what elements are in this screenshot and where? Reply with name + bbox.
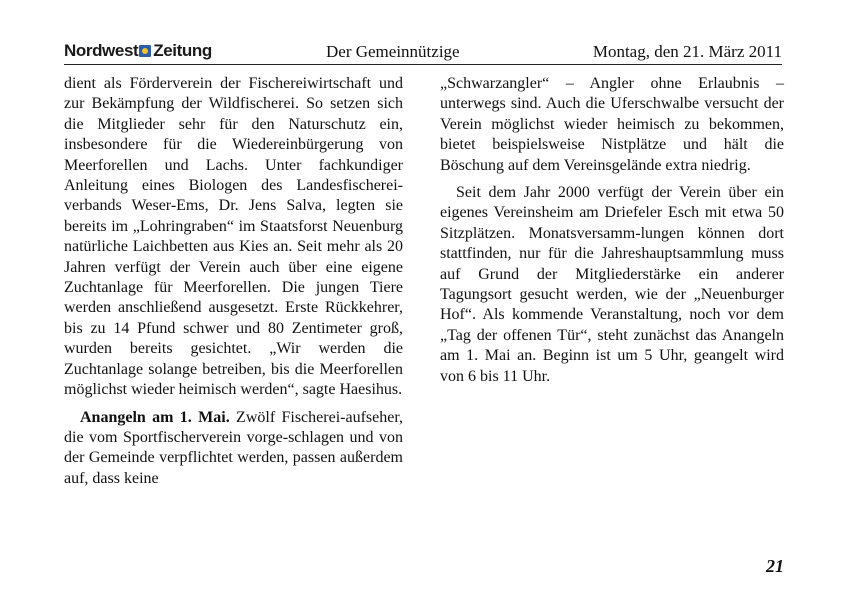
- left-paragraph-1: dient als Förderverein der Fischereiwirtschaft und zur Bekämpfung der Wildfischerei. So setzen sich die Mitglieder sehr für den Naturschutz ein, insbesondere für die Wiedereinbürgerung von Meerforellen und Lachs. Unter fachkundiger Anleitung eines Biologen des Landesfischerei-verbands Weser-Ems, Dr. Jens Salva, legten sie bereits im „Lohringraben“ im Staatsforst Neuenburg natürliche Laichbetten aus Kies an. Seit mehr als 20 Jahren verfügt der Verein auch über eine eigene Zuchtanlage für Meerforellen. Die jungen Tiere werden anschließend ausgesetzt. Erste Rückkehrer, bis zu 14 Pfund schwer und 80 Zentimeter groß, wurden bereits gesichtet. „Wir werden die Zuchtanlage solange betreiben, bis die Meerforellen möglichst wieder heimisch werden“, sagte Haesihus.: [64, 75, 403, 399]
- newspaper-logo: [64, 41, 212, 61]
- left-paragraph-2-text: Zwölf Fischerei-aufseher, die vom Sportfischerverein vorge-schlagen und von der Gemeinde verpflichtet werden, passen außerdem auf, dass keine: [64, 408, 404, 487]
- page-number: 21: [766, 556, 784, 576]
- subheading-anangeln: Anangeln am 1. Mai.: [80, 408, 230, 426]
- logo-word-nordwest: Nordwest: [64, 41, 139, 60]
- issue-date: Montag, den 21. März 2011: [592, 42, 782, 61]
- page-header: [64, 40, 782, 64]
- left-paragraph-2: [64, 408, 403, 490]
- header-rule: [64, 64, 782, 65]
- magazine-title: Der Gemeinnützige: [326, 42, 460, 61]
- logo-emblem-icon: [139, 45, 151, 57]
- right-paragraph-2: Seit dem Jahr 2000 verfügt der Verein über ein eigenes Vereinsheim am Driefeler Esch mit etwa 50 Sitzplätzen. Monatsversamm-lungen können dort stattfinden, nur für die Jahreshauptsammlung muss auf Grund der Mitgliederstärke ein anderer Tagungsort gesucht werden, wie der „Neuenburger Hof“. Als kommende Veranstaltung, noch vor dem „Tag der offenen Tür“, steht zunächst das Anangeln am 1. Mai an. Beginn ist um 5 Uhr, geangelt wird von 6 bis 11 Uhr.: [440, 184, 784, 385]
- logo-word-zeitung: Zeitung: [153, 41, 212, 60]
- right-column: [440, 74, 784, 387]
- left-column: [64, 74, 403, 489]
- right-paragraph-1: „Schwarzangler“ – Angler ohne Erlaubnis – unterwegs sind. Auch die Uferschwalbe versucht der Verein möglichst wieder heimisch zu bekommen, bietet beispielsweise Nistplätze und hält die Böschung auf dem Vereinsgelände extra niedrig.: [440, 75, 784, 174]
